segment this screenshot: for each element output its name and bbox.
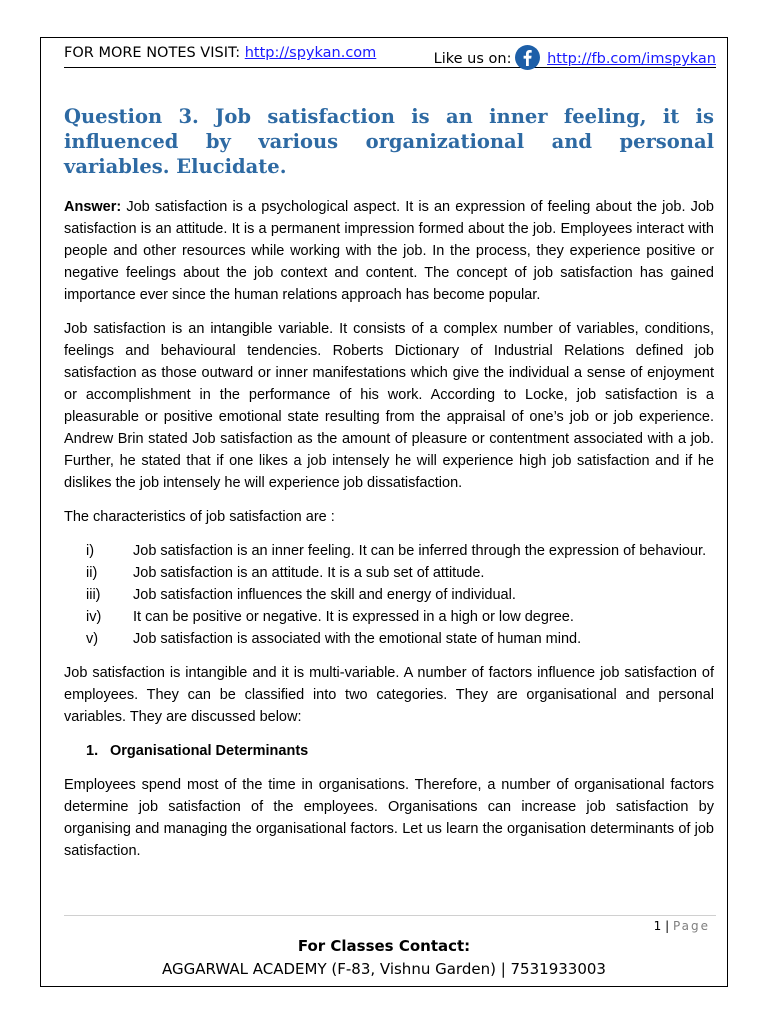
- list-item-text: Job satisfaction is associated with the emotional state of human mind.: [133, 631, 582, 647]
- like-us: [434, 45, 716, 70]
- list-item: [64, 606, 714, 628]
- question-title: Question 3. Job satisfaction is an inner feeling, it is influenced by various organizational and personal variables. Elucidate.: [64, 105, 714, 178]
- section-heading: [64, 740, 714, 762]
- list-item: [64, 562, 714, 584]
- list-item: [64, 628, 714, 650]
- list-item-number: iv): [86, 609, 102, 625]
- notes-label: FOR MORE NOTES VISIT:: [64, 45, 241, 61]
- like-label: Like us on:: [433, 51, 512, 67]
- page-word: Page: [672, 919, 710, 933]
- answer-paragraph-4: Employees spend most of the time in organisations. Therefore, a number of organisational factors determine job satisfaction of the employees. Organisations can increase job satisfaction by organising and managing the organisational factors. Let us learn the organisation determinants of job satisfaction.: [64, 777, 714, 859]
- list-item: [64, 584, 714, 606]
- section-number: 1.: [86, 743, 99, 759]
- facebook-link[interactable]: http://fb.com/imspykan: [547, 51, 716, 67]
- list-item-number: i): [86, 543, 95, 559]
- characteristics-list: [64, 540, 714, 650]
- section-title: Organisational Determinants: [110, 743, 309, 759]
- footer-divider: [64, 915, 716, 916]
- list-item-number: ii): [86, 565, 98, 581]
- footer-address: AGGARWAL ACADEMY (F-83, Vishnu Garden) | 7531933003: [162, 960, 606, 978]
- page-number: [654, 919, 710, 933]
- list-item-text: Job satisfaction is an inner feeling. It can be inferred through the expression of behaviour.: [133, 543, 707, 559]
- footer-contact-title: For Classes Contact:: [297, 937, 471, 955]
- spykan-link[interactable]: http://spykan.com: [244, 45, 377, 61]
- list-item-number: v): [86, 631, 99, 647]
- answer-paragraph-2: Job satisfaction is an intangible variable. It consists of a complex number of variables, conditions, feelings and behavioural tendencies. Roberts Dictionary of Industrial Relations defined job satisfaction as those outward or inner manifestations which give the individual a sense of enjoyment or accomplishment in the performance of his work. According to Locke, job satisfaction is a pleasurable or positive emotional state resulting from the appraisal of one’s job or job experience. Andrew Brin stated Job satisfaction as the amount of pleasure or contentment associated with a job. Further, he stated that if one likes a job intensely he will experience high job satisfaction and if he dislikes the job intensely he will experience job dissatisfaction.: [64, 321, 714, 491]
- characteristics-intro: The characteristics of job satisfaction are :: [64, 509, 335, 525]
- page-separator: |: [665, 919, 670, 933]
- answer-paragraph-3: Job satisfaction is intangible and it is multi-variable. A number of factors influence job satisfaction of employees. They can be classified into two categories. They are organisational and personal variables. They are discussed below:: [64, 665, 714, 725]
- facebook-icon[interactable]: [515, 45, 540, 70]
- page-header: [64, 41, 716, 68]
- list-item-text: Job satisfaction influences the skill and energy of individual.: [133, 587, 516, 603]
- list-item-text: Job satisfaction is an attitude. It is a sub set of attitude.: [133, 565, 485, 581]
- answer-text-1: Job satisfaction is a psychological aspect. It is an expression of feeling about the job. Job satisfaction is an attitude. It is a permanent impression formed about the job. Employees interact with people and other resources while working with the job. In the process, they experience positive or negative feelings about the job context and content. The concept of job satisfaction has gained importance ever since the human relations approach has become popular.: [64, 199, 714, 303]
- notes-visit: [64, 45, 376, 61]
- list-item-number: iii): [86, 587, 101, 603]
- answer-label: Answer:: [64, 199, 122, 215]
- answer-body: [64, 196, 714, 874]
- answer-paragraph-1: [64, 196, 714, 306]
- list-item-text: It can be positive or negative. It is expressed in a high or low degree.: [133, 609, 574, 625]
- list-item: [64, 540, 714, 562]
- page-number-value: 1: [653, 919, 662, 933]
